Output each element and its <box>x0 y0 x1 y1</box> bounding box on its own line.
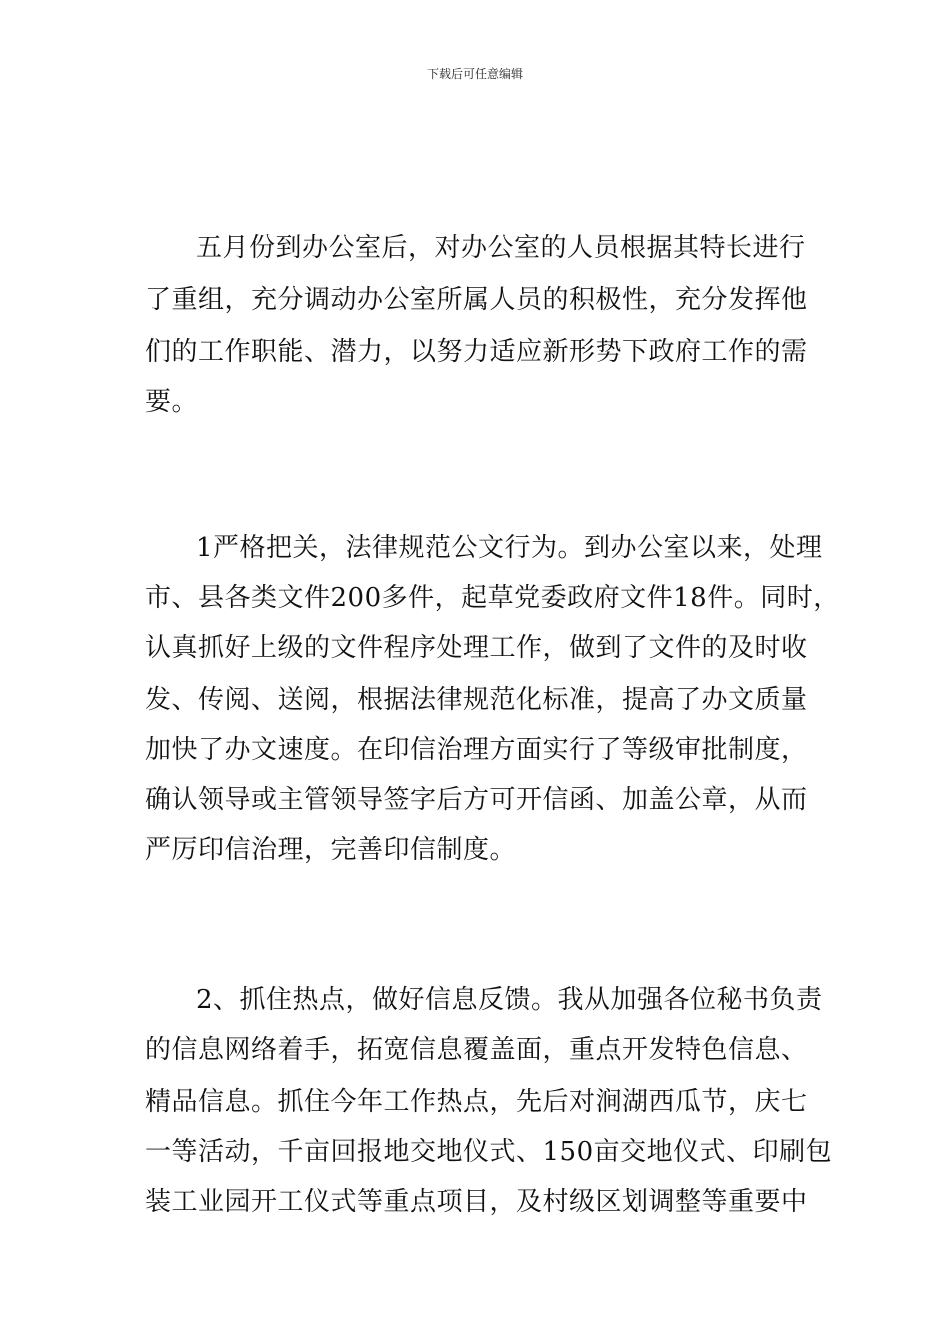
paragraph-1-line-1: 五月份到办公室后，对办公室的人员根据其特长进行 <box>196 233 806 263</box>
paragraph-3-line-3: 精品信息。抓住今年工作热点，先后对涧湖西瓜节，庆七 <box>145 1087 808 1117</box>
paragraph-3-line-4: 一等活动，千亩回报地交地仪式、150亩交地仪式、印刷包 <box>145 1137 833 1167</box>
paragraph-2-line-1: 1严格把关，法律规范公文行为。到办公室以来，处理 <box>196 533 823 563</box>
paragraph-2-line-5: 加快了办文速度。在印信治理方面实行了等级审批制度， <box>145 735 808 765</box>
paragraph-2-line-6: 确认领导或主管领导签字后方可开信函、加盖公章，从而 <box>145 785 808 815</box>
paragraph-3-line-2: 的信息网络着手，拓宽信息覆盖面，重点开发特色信息、 <box>145 1035 808 1065</box>
paragraph-2-line-4: 发、传阅、送阅，根据法律规范化标准，提高了办文质量 <box>145 685 808 715</box>
paragraph-1-line-2: 了重组，充分调动办公室所属人员的积极性，充分发挥他 <box>145 285 808 315</box>
paragraph-3-line-1: 2、抓住热点，做好信息反馈。我从加强各位秘书负责 <box>196 985 823 1015</box>
paragraph-3-line-5: 装工业园开工仪式等重点项目，及村级区划调整等重要中 <box>145 1187 808 1217</box>
page-header-note: 下载后可任意编辑 <box>426 67 523 81</box>
paragraph-2-line-2: 市、县各类文件200多件，起草党委政府文件18件。同时， <box>145 583 840 613</box>
paragraph-1-line-4: 要。 <box>145 387 199 417</box>
paragraph-1-line-3: 们的工作职能、潜力，以努力适应新形势下政府工作的需 <box>145 337 808 367</box>
paragraph-2-line-3: 认真抓好上级的文件程序处理工作，做到了文件的及时收 <box>145 633 808 663</box>
paragraph-2-line-7: 严厉印信治理，完善印信制度。 <box>145 835 517 865</box>
